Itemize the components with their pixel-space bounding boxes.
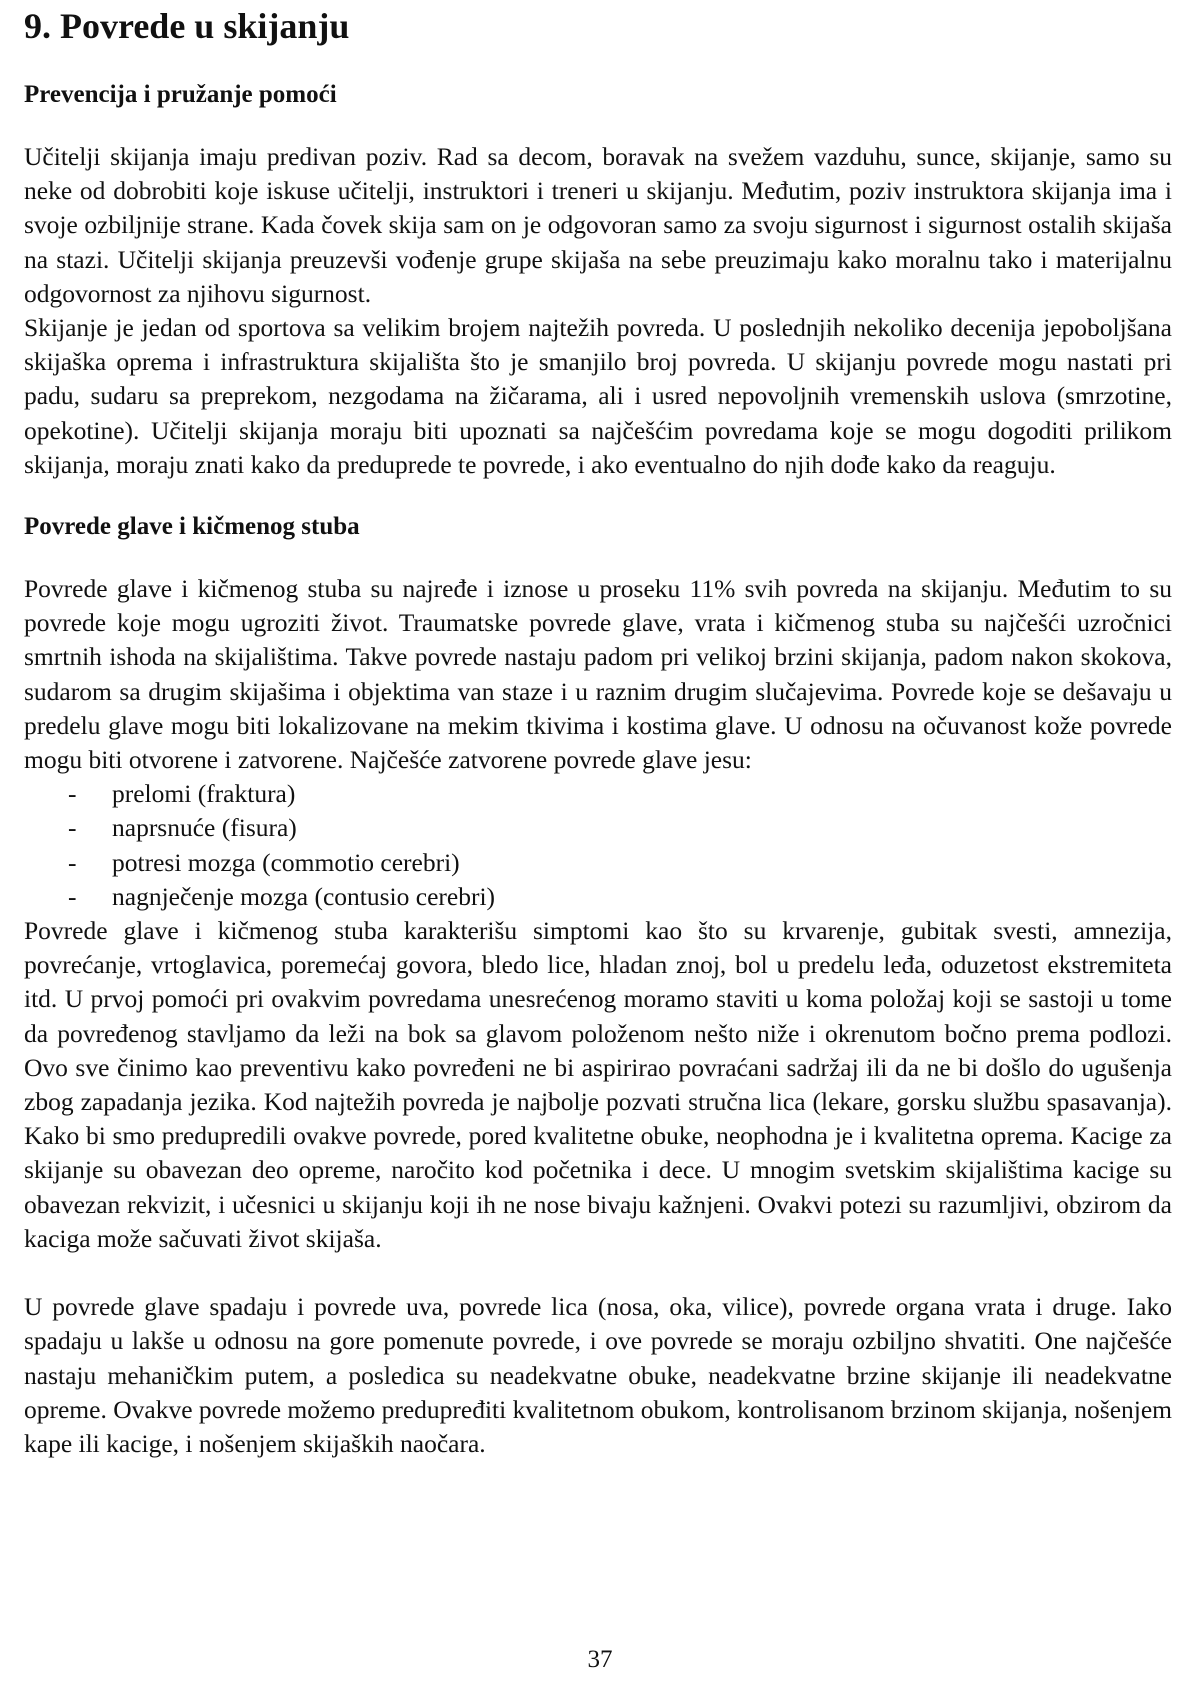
paragraph-symptoms-first-aid: Povrede glave i kičmenog stuba karakterišu simptomi kao što su krvarenje, gubitak svesti, amnezija, povrećanje, vrtoglavica, poremećaj govora, bledo lice, hladan znoj, bol u predelu leđa, oduzetost ekstremiteta itd. U prvoj pomoći pri ovakvim povredama unesrećenog moramo staviti u koma položaj koji se sastoji u tome da povređenog stavljamo da leži na bok sa glavom položenom nešto niže i okrenutom bočno prema podlozi. Ovo sve činimo kao preventivu kako povređeni ne bi aspirirao povraćani sadržaj ili da ne bi došlo do ugušenja zbog zapadanja jezika. Kod najtežih povreda je najbolje pozvati stručna lica (lekare, gorsku službu spasavanja). Kako bi smo predupredili ovakve povrede, pored kvalitetne obuke, neophodna je i kvalitetna oprema. Kacige za skijanje su obavezan deo opreme, naročito kod početnika i dece. U mnogim svetskim skijalištima kacige su obavezan rekvizit, i učesnici u skijanju koji ih ne nose bivaju kažnjeni. Ovakvi potezi su razumljivi, obzirom da kaciga može sačuvati život skijaša. [24, 916, 1172, 1253]
paragraph-head-spine-intro: Povrede glave i kičmenog stuba su najređe i iznose u proseku 11% svih povreda na skijanju. Međutim to su povrede koje mogu ugroziti život. Traumatske povrede glave, vrata i kičmenog stuba su najčešći uzročnici smrtnih ishoda na skijalištima. Takve povrede nastaju padom pri velikoj brzini skijanja, padom nakon skokova, sudarom sa drugim skijašima i objektima van staze i u raznim drugim slučajevima. Povrede koje se dešavaju u predelu glave mogu biti lokalizovane na mekim tkivima i kostima glave. U odnosu na očuvanost kože povrede mogu biti otvorene i zatvorene. Najčešće zatvorene povrede glave jesu: [24, 574, 1172, 775]
closed-injuries-list [24, 777, 1172, 914]
section-heading-head-spine: Povrede glave i kičmenog stuba [24, 513, 360, 541]
paragraph-other-head-injuries: U povrede glave spadaju i povrede uva, povrede lica (nosa, oka, vilice), povrede organa vrata i druge. Iako spadaju u lakše u odnosu na gore pomenute povrede, i ove povrede se moraju ozbiljno shvatiti. One najčešće nastaju mehaničkim putem, a posledica su neadekvatne obuke, neadekvatne brzine skijanje ili neadekvatne opreme. Ovakve povrede možemo predupređiti kvalitetnom obukom, kontrolisanom brzinom skijanja, nošenjem kape ili kacige, i nošenjem skijaških naočara. [24, 1292, 1172, 1458]
list-item [24, 880, 1172, 914]
list-dash: - [68, 847, 77, 877]
paragraph-intro: Učitelji skijanja imaju predivan poziv. Rad sa decom, boravak na svežem vazduhu, sunce, skijanje, samo su neke od dobrobiti koje iskuse učitelji, instruktori i treneri u skijanju. Međutim, poziv instruktora skijanja ima i svoje ozbiljnije strane. Kada čovek skija sam on je odgovoran samo za svoju sigurnost i sigurnost ostalih skijaša na stazi. Učitelji skijanja preuzevši vođenje grupe skijaša na sebe preuzimaju kako moralnu tako i materijalnu odgovornost za njihovu sigurnost. [24, 142, 1172, 308]
chapter-title: 9. Povrede u skijanju [24, 6, 350, 46]
list-dash: - [68, 779, 77, 809]
list-item-text: potresi mozga (commotio cerebri) [112, 847, 460, 877]
list-item-text: nagnječenje mozga (contusio cerebri) [112, 881, 496, 911]
list-item [24, 811, 1172, 845]
list-item-text: prelomi (fraktura) [112, 779, 296, 809]
document-page [24, 4, 1172, 1461]
list-dash: - [68, 881, 77, 911]
page-number: 37 [587, 1646, 613, 1673]
list-item-text: naprsnuće (fisura) [112, 813, 297, 843]
list-item [24, 777, 1172, 811]
paragraph-injuries-overview: Skijanje je jedan od sportova sa velikim brojem najtežih povreda. U poslednjih nekoliko decenija jepoboljšana skijaška oprema i infrastruktura skijališta što je smanjilo broj povreda. U skijanju povrede mogu nastati pri padu, sudaru sa preprekom, nezgodama na žičarama, ali i usred nepovoljnih vremenskih uslova (smrzotine, opekotine). Učitelji skijanja moraju biti upoznati sa najčešćim povredama koje se mogu dogoditi prilikom skijanja, moraju znati kako da preduprede te povrede, i ako eventualno do njih dođe kako da reaguju. [24, 313, 1172, 479]
list-item [24, 846, 1172, 880]
list-dash: - [68, 813, 77, 843]
section-heading-prevention: Prevencija i pružanje pomoći [24, 81, 337, 108]
